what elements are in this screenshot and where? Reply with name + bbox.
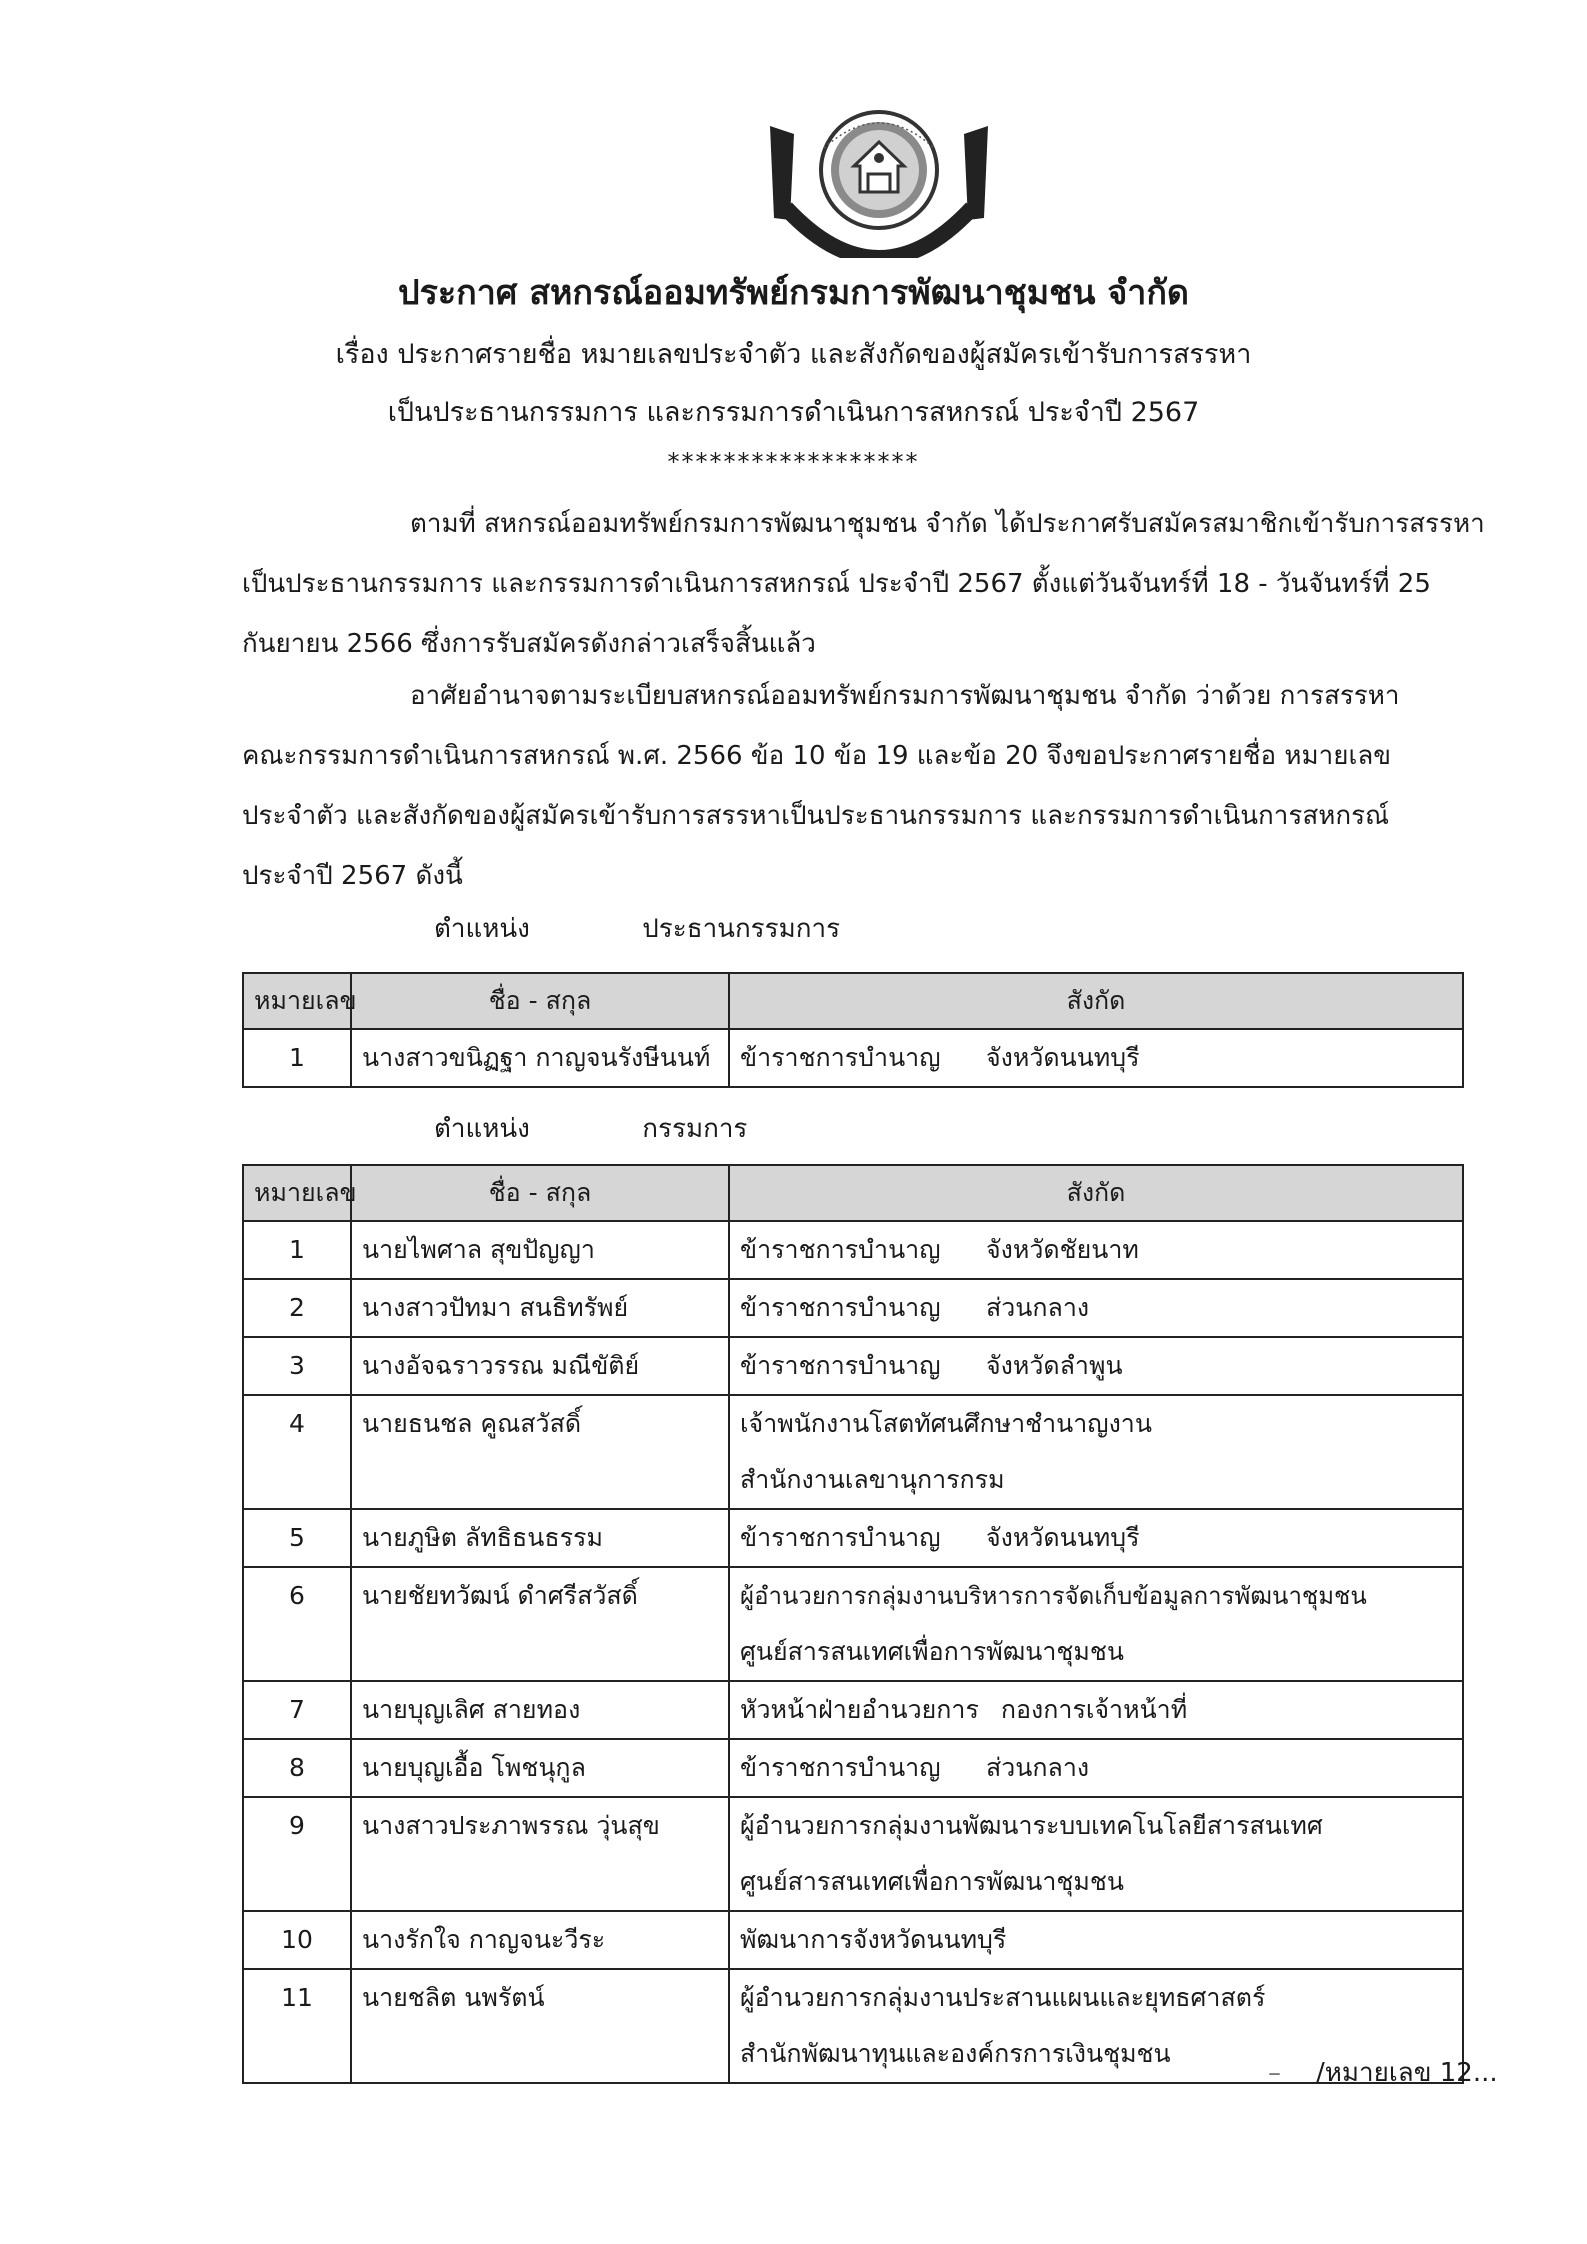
position-label: ตำแหน่ง xyxy=(434,914,530,944)
cell-number: 10 xyxy=(243,1911,351,1969)
cell-name: นายบุญเลิศ สายทอง xyxy=(351,1681,729,1739)
affiliation-location: ส่วนกลาง xyxy=(986,1753,1090,1782)
position-label: ตำแหน่ง xyxy=(434,1114,530,1144)
announcement-title: ประกาศ สหกรณ์ออมทรัพย์กรมการพัฒนาชุมชน จำกัด xyxy=(398,273,1189,313)
committee-table xyxy=(242,1164,1464,2084)
cell-name: นางรักใจ กาญจนะวีระ xyxy=(351,1911,729,1969)
affiliation-status: ข้าราชการบำนาญ xyxy=(740,1235,941,1264)
subject-line-1: เรื่อง ประกาศรายชื่อ หมายเลขประจำตัว และสังกัดของผู้สมัครเข้ารับการสรรหา xyxy=(335,339,1252,370)
affiliation-status: ข้าราชการบำนาญ xyxy=(740,1351,941,1380)
paragraph-2-line: คณะกรรมการดำเนินการสหกรณ์ พ.ศ. 2566 ข้อ 10 ข้อ 19 และข้อ 20 จึงขอประกาศรายชื่อ หมายเลข xyxy=(242,741,1392,771)
subject-line-2: เป็นประธานกรรมการ และกรรมการดำเนินการสหกรณ์ ประจำปี 2567 xyxy=(387,397,1200,428)
header-name: ชื่อ - สกุล xyxy=(351,1165,729,1221)
cell-name: นายบุญเอื้อ โพชนุกูล xyxy=(351,1739,729,1797)
affiliation-line-1: พัฒนาการจังหวัดนนทบุรี xyxy=(740,1925,1007,1954)
cell-number: 11 xyxy=(243,1969,351,2083)
affiliation-line-1: ผู้อำนวยการกลุ่มงานบริหารการจัดเก็บข้อมูลการพัฒนาชุมชน xyxy=(740,1582,1367,1610)
affiliation-line-1: ผู้อำนวยการกลุ่มงานประสานแผนและยุทธศาสตร์ xyxy=(740,1983,1266,2012)
table-row xyxy=(243,1681,1463,1739)
affiliation-location: จังหวัดลำพูน xyxy=(986,1351,1123,1380)
table-header-row xyxy=(243,1165,1463,1221)
header-affiliation: สังกัด xyxy=(729,973,1463,1029)
affiliation-location: กองการเจ้าหน้าที่ xyxy=(1000,1695,1188,1724)
cooperative-seal-logo xyxy=(764,108,994,258)
continued-text: /หมายเลข 12... xyxy=(1316,2058,1498,2088)
continued-footer xyxy=(1268,2052,1498,2093)
cell-affiliation xyxy=(729,1567,1463,1681)
cell-name: นายไพศาล สุขปัญญา xyxy=(351,1221,729,1279)
paragraph-2 xyxy=(242,666,1464,906)
cell-number: 3 xyxy=(243,1337,351,1395)
affiliation-line-2: สำนักพัฒนาทุนและองค์กรการเงินชุมชน xyxy=(740,2039,1171,2068)
cell-name: นางสาวขนิฏฐา กาญจนรังษีนนท์ xyxy=(351,1029,729,1087)
paragraph-2-line: อาศัยอำนาจตามระเบียบสหกรณ์ออมทรัพย์กรมการพัฒนาชุมชน จำกัด ว่าด้วย การสรรหา xyxy=(410,681,1400,711)
cell-name: นางอัจฉราวรรณ มณีขัติย์ xyxy=(351,1337,729,1395)
cell-number: 5 xyxy=(243,1509,351,1567)
affiliation-location: จังหวัดชัยนาท xyxy=(986,1235,1139,1264)
chairman-table xyxy=(242,972,1464,1088)
header-number: หมายเลข xyxy=(243,1165,351,1221)
cell-affiliation xyxy=(729,1911,1463,1969)
cell-affiliation xyxy=(729,1337,1463,1395)
cell-number: 6 xyxy=(243,1567,351,1681)
position-heading-chairman xyxy=(434,908,840,949)
paragraph-1-line: กันยายน 2566 ซึ่งการรับสมัครดังกล่าวเสร็จสิ้นแล้ว xyxy=(242,629,816,659)
cell-number: 1 xyxy=(243,1029,351,1087)
paragraph-1 xyxy=(242,494,1485,674)
affiliation-location: จังหวัดนนทบุรี xyxy=(986,1523,1140,1552)
cell-number: 4 xyxy=(243,1395,351,1509)
table-row xyxy=(243,1029,1463,1087)
affiliation-line-2: ศูนย์สารสนเทศเพื่อการพัฒนาชุมชน xyxy=(740,1637,1124,1666)
cell-affiliation xyxy=(729,1739,1463,1797)
table-row xyxy=(243,1279,1463,1337)
table-row xyxy=(243,1739,1463,1797)
cell-name: นายภูษิต ลัทธิธนธรรม xyxy=(351,1509,729,1567)
paragraph-2-line: ประจำตัว และสังกัดของผู้สมัครเข้ารับการสรรหาเป็นประธานกรรมการ และกรรมการดำเนินการสหกรณ์ xyxy=(242,801,1390,831)
cell-name: นางสาวปัทมา สนธิทรัพย์ xyxy=(351,1279,729,1337)
cell-name: นางสาวประภาพรรณ วุ่นสุข xyxy=(351,1797,729,1911)
cell-number: 2 xyxy=(243,1279,351,1337)
cell-number: 8 xyxy=(243,1739,351,1797)
header-name: ชื่อ - สกุล xyxy=(351,973,729,1029)
affiliation-line-1: ผู้อำนวยการกลุ่มงานพัฒนาระบบเทคโนโลยีสารสนเทศ xyxy=(740,1811,1323,1840)
position-value: ประธานกรรมการ xyxy=(642,914,841,944)
affiliation-line-1: เจ้าพนักงานโสตทัศนศึกษาชำนาญงาน xyxy=(740,1409,1152,1438)
cell-affiliation xyxy=(729,1221,1463,1279)
cell-affiliation xyxy=(729,1509,1463,1567)
cell-affiliation xyxy=(729,1395,1463,1509)
paragraph-2-line: ประจำปี 2567 ดังนี้ xyxy=(242,861,463,891)
affiliation-status: ข้าราชการบำนาญ xyxy=(740,1043,941,1072)
paragraph-1-line: ตามที่ สหกรณ์ออมทรัพย์กรมการพัฒนาชุมชน จำกัด ได้ประกาศรับสมัครสมาชิกเข้ารับการสรรหา xyxy=(410,509,1485,539)
affiliation-status: หัวหน้าฝ่ายอำนวยการ xyxy=(740,1695,979,1724)
table-row xyxy=(243,1911,1463,1969)
affiliation-line-2: ศูนย์สารสนเทศเพื่อการพัฒนาชุมชน xyxy=(740,1867,1124,1896)
cell-affiliation xyxy=(729,1681,1463,1739)
affiliation-status: ข้าราชการบำนาญ xyxy=(740,1523,941,1552)
cell-number: 1 xyxy=(243,1221,351,1279)
position-value: กรรมการ xyxy=(642,1114,748,1144)
cell-affiliation xyxy=(729,1029,1463,1087)
cell-name: นายชัยทวัฒน์ ดำศรีสวัสดิ์ xyxy=(351,1567,729,1681)
paragraph-1-line: เป็นประธานกรรมการ และกรรมการดำเนินการสหกรณ์ ประจำปี 2567 ตั้งแต่วันจันทร์ที่ 18 - วันจันทร์ที่ 25 xyxy=(242,569,1431,599)
cell-affiliation xyxy=(729,1279,1463,1337)
table-header-row xyxy=(243,973,1463,1029)
table-row xyxy=(243,1221,1463,1279)
table-row xyxy=(243,1395,1463,1509)
table-row xyxy=(243,1509,1463,1567)
table-row xyxy=(243,1337,1463,1395)
cell-affiliation xyxy=(729,1797,1463,1911)
header-affiliation: สังกัด xyxy=(729,1165,1463,1221)
separator: ****************** xyxy=(667,448,920,476)
cell-name: นายธนชล คูณสวัสดิ์ xyxy=(351,1395,729,1509)
position-heading-committee xyxy=(434,1108,747,1149)
header-number: หมายเลข xyxy=(243,973,351,1029)
cell-name: นายชลิต นพรัตน์ xyxy=(351,1969,729,2083)
table-row xyxy=(243,1797,1463,1911)
footer-dash: – xyxy=(1268,2058,1281,2088)
affiliation-location: ส่วนกลาง xyxy=(986,1293,1090,1322)
table-row xyxy=(243,1567,1463,1681)
cell-number: 9 xyxy=(243,1797,351,1911)
cell-number: 7 xyxy=(243,1681,351,1739)
affiliation-line-2: สำนักงานเลขานุการกรม xyxy=(740,1465,1005,1494)
affiliation-status: ข้าราชการบำนาญ xyxy=(740,1293,941,1322)
affiliation-location: จังหวัดนนทบุรี xyxy=(986,1043,1140,1072)
affiliation-status: ข้าราชการบำนาญ xyxy=(740,1753,941,1782)
